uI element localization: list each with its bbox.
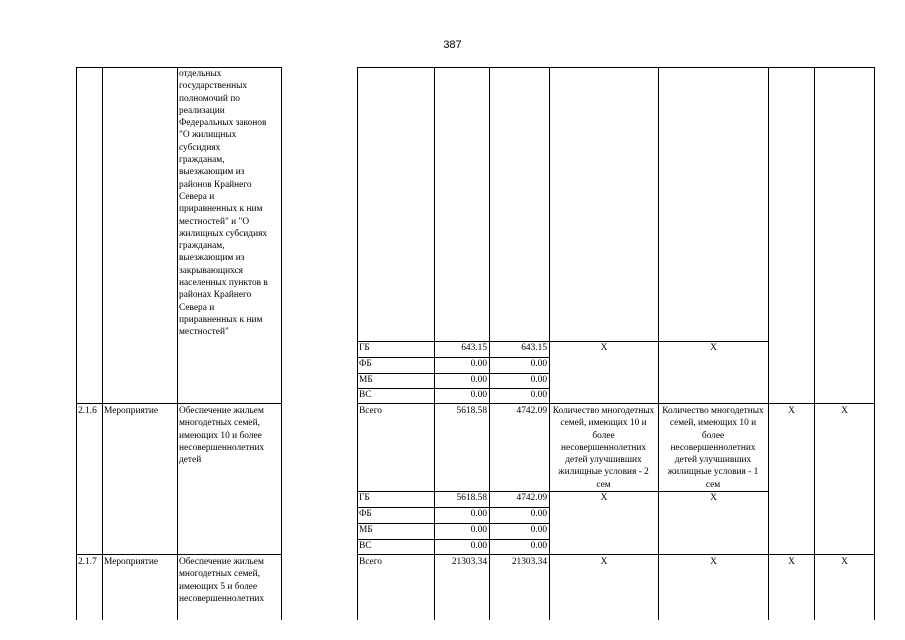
description-line: местностей" xyxy=(179,327,229,338)
description-line: приравненных к ним xyxy=(179,314,263,325)
indicator-cell: Х xyxy=(600,493,608,503)
funding-value: 643.15 xyxy=(521,343,547,353)
funding-value: 0.00 xyxy=(530,541,547,551)
continuation-description xyxy=(179,68,268,339)
row-type: Мероприятие xyxy=(104,406,159,416)
description-line: реализации xyxy=(179,105,225,116)
funding-value: 0.00 xyxy=(470,509,487,519)
description-line: "О жилищных xyxy=(179,130,237,141)
row-description: Обеспечение жильем многодетных семей, имеющих 10 и более несовершеннолетних детей xyxy=(179,406,265,466)
funding-value: 0.00 xyxy=(470,541,487,551)
description-line: Федеральных законов xyxy=(179,118,267,129)
funding-value: 0.00 xyxy=(530,509,547,519)
row-number: 2.1.7 xyxy=(78,557,97,567)
grid-line xyxy=(357,67,875,68)
grid-line xyxy=(874,67,875,620)
indicator-cell: Количество многодетных семей, имеющих 10 и более несовершеннолетних детей улучшивших жилищные условия - 2 сем xyxy=(552,406,655,490)
grid-line xyxy=(357,554,875,555)
funding-value: 21303.34 xyxy=(511,557,547,567)
description-line: Севера и xyxy=(179,302,215,313)
indicator-cell: Количество многодетных семей, имеющих 10 и более несовершеннолетних детей улучшивших жилищные условия - 1 сем xyxy=(662,406,764,490)
description-line: закрывающихся xyxy=(179,265,243,276)
grid-line xyxy=(177,67,178,620)
funding-source: ФБ xyxy=(359,509,372,519)
indicator-cell: Х xyxy=(841,557,848,567)
description-line: населенных пунктов в xyxy=(179,278,268,289)
description-line: отдельных xyxy=(179,69,222,79)
indicator-cell: Х xyxy=(788,406,795,416)
funding-value: 0.00 xyxy=(470,375,487,385)
description-line: гражданам, xyxy=(179,241,225,252)
indicator-cell: Х xyxy=(600,343,608,353)
funding-value: 0.00 xyxy=(530,375,547,385)
funding-value: 5618.58 xyxy=(456,406,487,416)
indicator-cell: Х xyxy=(710,493,717,503)
indicator-cell: Х xyxy=(841,406,848,416)
description-line: районах Крайнего xyxy=(179,290,252,301)
description-line: жилищных субсидиях xyxy=(179,228,268,239)
page-number: 387 xyxy=(443,39,462,51)
description-line: приравненных к ним xyxy=(179,204,263,215)
funding-source: МБ xyxy=(359,525,373,535)
funding-value: 0.00 xyxy=(530,390,547,400)
grid-line xyxy=(76,554,282,555)
funding-value: 0.00 xyxy=(530,359,547,369)
funding-value: 0.00 xyxy=(470,359,487,369)
funding-source: ФБ xyxy=(359,359,372,369)
funding-source: ВС xyxy=(359,390,372,400)
description-line: субсидиях xyxy=(179,142,221,153)
funding-source: ГБ xyxy=(359,493,370,503)
funding-value: 21303.34 xyxy=(451,557,487,567)
indicator-cell: Х xyxy=(788,557,795,567)
row-description: Обеспечение жильем многодетных семей, имеющих 5 и более несовершеннолетних xyxy=(179,557,265,604)
row-number: 2.1.6 xyxy=(78,406,97,416)
description-line: местностей" и "О xyxy=(179,216,250,227)
grid-line xyxy=(814,67,815,620)
grid-line xyxy=(357,67,358,620)
funding-value: 0.00 xyxy=(530,525,547,535)
funding-value: 5618.58 xyxy=(456,493,487,503)
indicator-cell: Х xyxy=(710,557,717,567)
description-line: гражданам, xyxy=(179,155,225,166)
funding-value: 643.15 xyxy=(461,343,487,353)
funding-source: ГБ xyxy=(359,343,370,353)
grid-line xyxy=(76,67,77,620)
row-type: Мероприятие xyxy=(104,557,159,567)
funding-value: 0.00 xyxy=(470,390,487,400)
description-line: выезжающим из xyxy=(179,167,245,178)
indicator-cell: Х xyxy=(600,557,608,567)
funding-value: 0.00 xyxy=(470,525,487,535)
grid-line xyxy=(357,403,875,404)
funding-source: Всего xyxy=(359,557,382,567)
indicator-cell: Х xyxy=(710,343,717,353)
grid-line xyxy=(102,67,103,620)
funding-source: ВС xyxy=(359,541,372,551)
grid-line xyxy=(768,67,769,620)
description-line: районов Крайнего xyxy=(179,179,252,190)
description-line: Севера и xyxy=(179,191,215,202)
description-line: выезжающим из xyxy=(179,253,245,264)
funding-source: Всего xyxy=(359,406,382,416)
grid-line xyxy=(281,67,282,620)
funding-value: 4742.09 xyxy=(516,406,547,416)
funding-source: МБ xyxy=(359,375,373,385)
description-line: государственных xyxy=(179,81,248,92)
description-line: полномочий по xyxy=(179,93,240,104)
grid-line xyxy=(76,403,282,404)
funding-value: 4742.09 xyxy=(516,493,547,503)
